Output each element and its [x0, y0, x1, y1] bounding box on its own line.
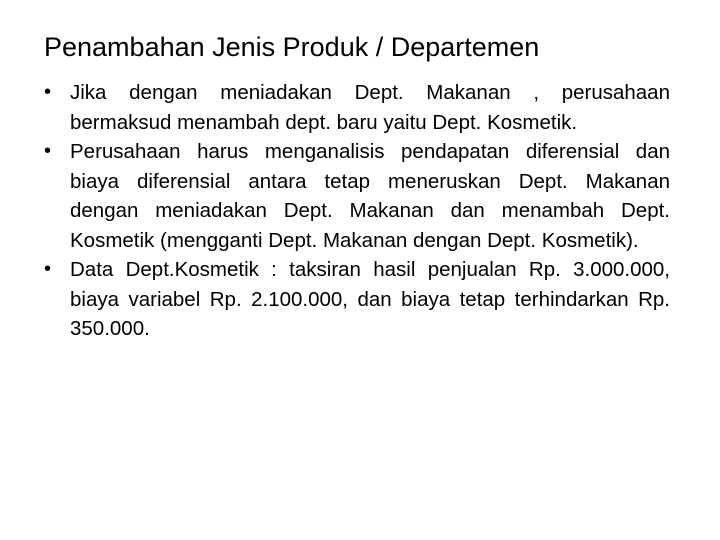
slide-title: Penambahan Jenis Produk / Departemen	[44, 32, 540, 62]
bullet-text: Jika dengan meniadakan Dept. Makanan , perusahaan bermaksud menambah dept. baru yaitu Dept. Kosmetik.	[70, 81, 670, 134]
bullet-dot-icon: •	[44, 81, 52, 103]
bullet-dot-icon: •	[44, 258, 52, 280]
bullet-text: Perusahaan harus menganalisis pendapatan diferensial dan biaya diferensial antara tetap meneruskan Dept. Makanan dengan meniadakan Dept. Makanan dan menambah Dept. Kosmetik (mengganti Dept. Makanan dengan Dept. Kosmetik).	[70, 140, 670, 252]
bullet-item	[44, 78, 670, 137]
bullet-text: Data Dept.Kosmetik : taksiran hasil penjualan Rp. 3.000.000, biaya variabel Rp. 2.100.000, dan biaya tetap terhindarkan Rp. 350.000.	[70, 258, 670, 340]
bullet-item	[44, 255, 670, 344]
bullet-item	[44, 137, 670, 255]
bullet-dot-icon: •	[44, 140, 52, 162]
bullet-list	[44, 78, 670, 344]
